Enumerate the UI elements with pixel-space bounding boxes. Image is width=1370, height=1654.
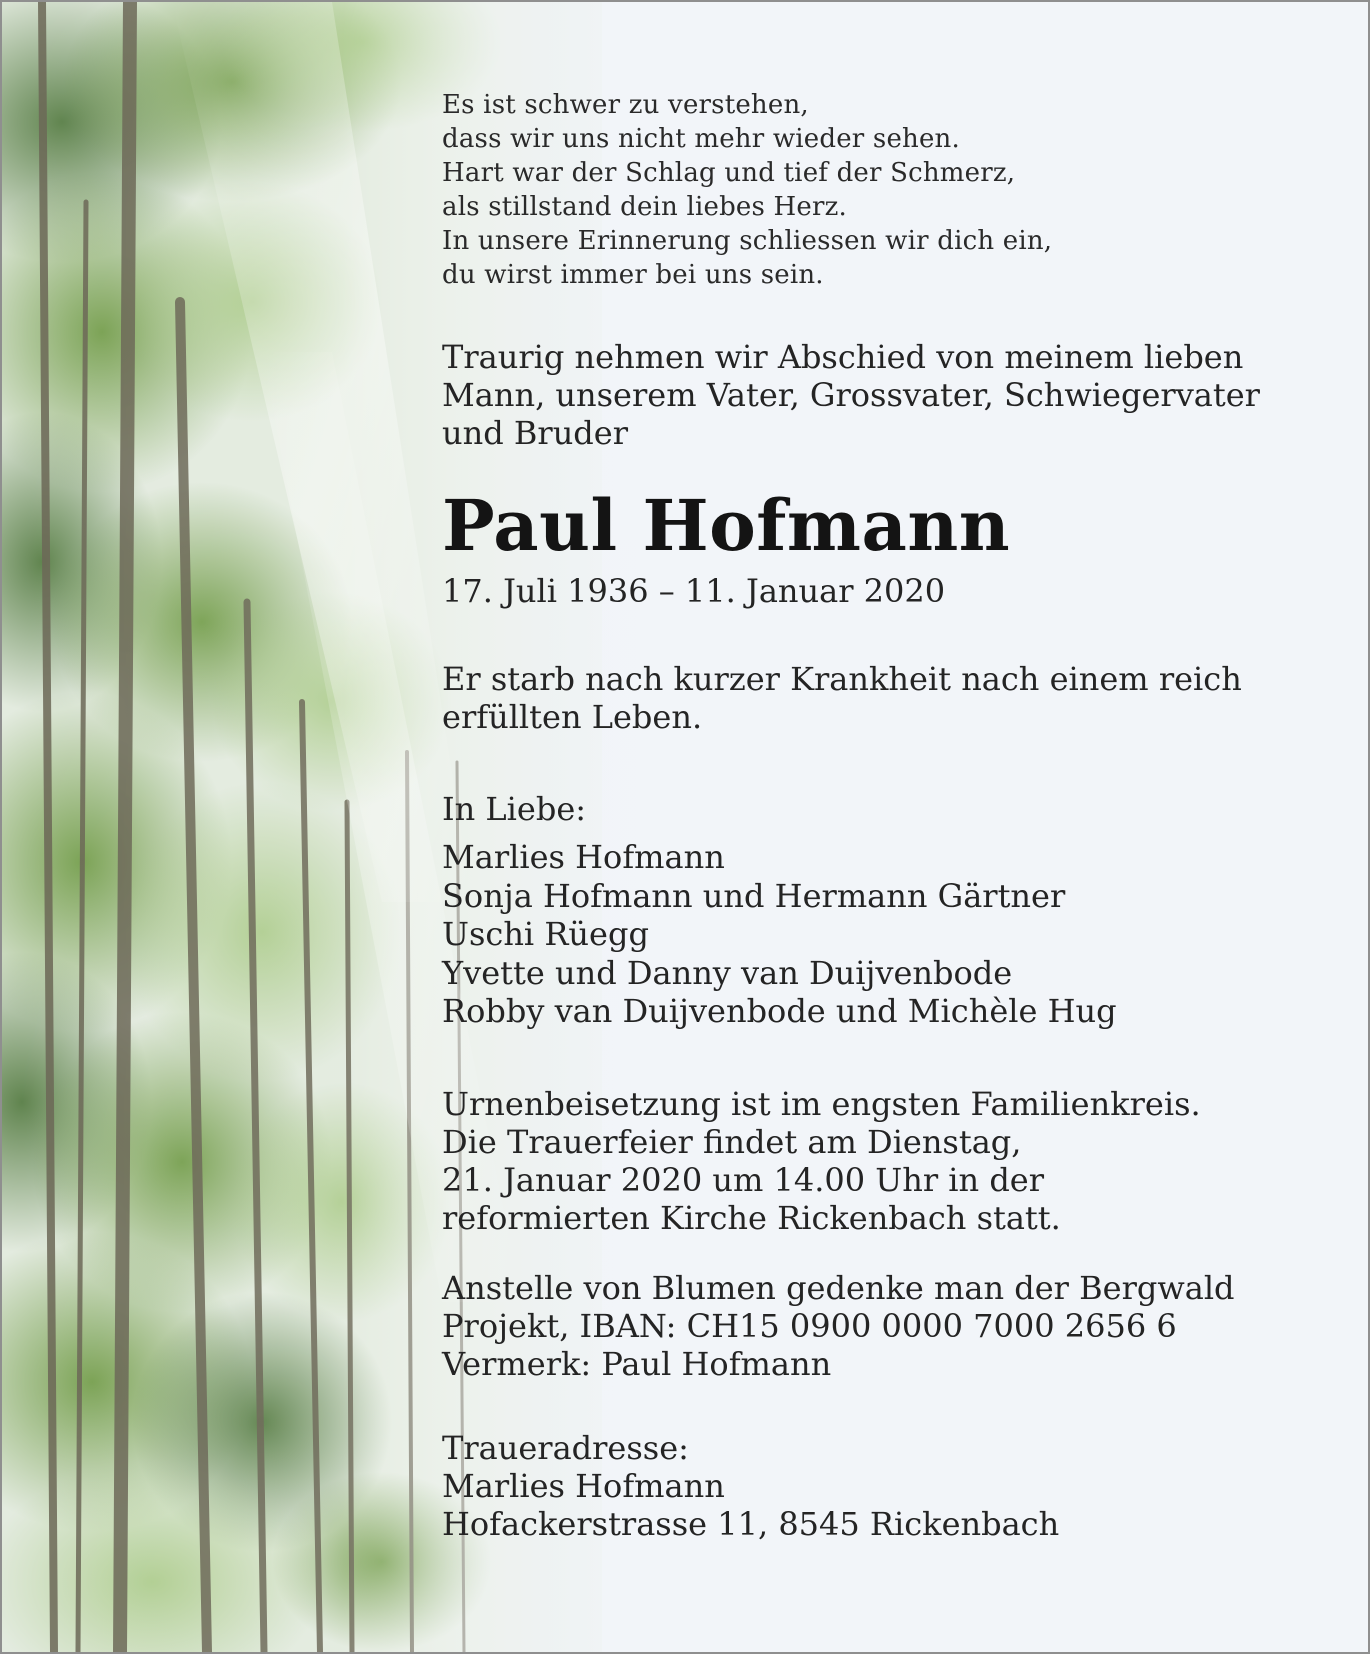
family-member: Yvette und Danny van Duijvenbode — [442, 953, 1013, 992]
family-member: Sonja Hofmann und Hermann Gärtner — [442, 876, 1066, 915]
family-member: Marlies Hofmann — [442, 838, 725, 876]
ceremony-info: Urnenbeisetzung ist im engsten Familienkreis. Die Trauerfeier findet am Dienstag, 21. Januar 2020 um 14.00 Uhr in der reformierten Kirche Rickenbach statt. — [442, 1084, 1201, 1237]
obituary-text — [442, 88, 1342, 1543]
deceased-name: Paul Hofmann — [442, 484, 1011, 567]
family-list — [442, 838, 1342, 1031]
life-dates: 17. Juli 1936 – 11. Januar 2020 — [442, 572, 946, 610]
family-member: Uschi Rüegg — [442, 915, 649, 953]
death-description: Er starb nach kurzer Krankheit nach einem reich erfüllten Leben. — [442, 660, 1242, 736]
farewell-intro: Traurig nehmen wir Abschied von meinem lieben Mann, unserem Vater, Grossvater, Schwiegervater und Bruder — [442, 338, 1260, 452]
family-member: Robby van Duijvenbode und Michèle Hug — [442, 992, 1117, 1030]
mourning-address-label: Traueradresse: — [442, 1428, 689, 1467]
memorial-poem: Es ist schwer zu verstehen, dass wir uns nicht mehr wieder sehen. Hart war der Schlag und tief der Schmerz, als stillstand dein liebes Herz. In unsere Erinnerung schliessen wir dich ein, du wirst immer bei uns sein. — [442, 90, 1053, 290]
in-love-label: In Liebe: — [442, 790, 587, 828]
mourning-address: Marlies Hofmann Hofackerstrasse 11, 8545 Rickenbach — [442, 1466, 1060, 1543]
donation-info: Anstelle von Blumen gedenke man der Bergwald Projekt, IBAN: CH15 0900 0000 7000 2656 6 Vermerk: Paul Hofmann — [442, 1268, 1235, 1383]
